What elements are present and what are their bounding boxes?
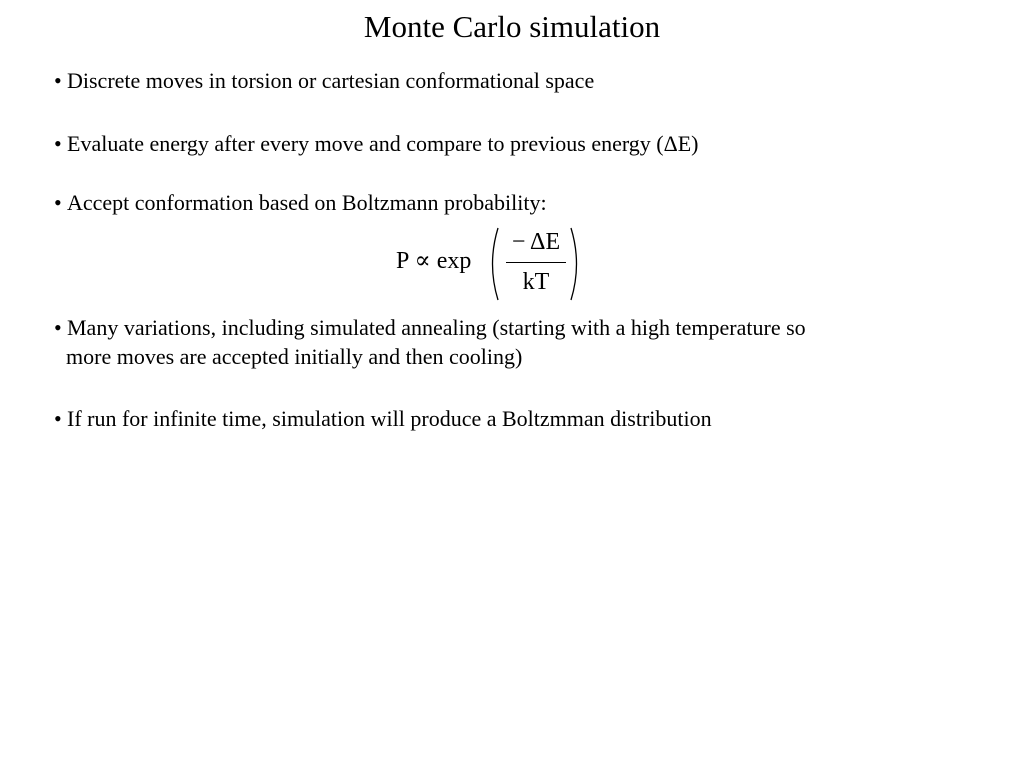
bullet-text: Discrete moves in torsion or cartesian conformational space — [67, 68, 595, 93]
formula-right-paren — [568, 226, 584, 302]
bullet-infinite-time — [54, 404, 954, 433]
bullet-dot: • — [54, 190, 62, 215]
formula-numerator: − ΔE — [511, 229, 561, 255]
formula-fraction-bar — [506, 262, 566, 263]
bullet-text: If run for infinite time, simulation will produce a Boltzmman distribution — [67, 406, 712, 431]
formula-denominator: kT — [522, 269, 550, 295]
bullet-discrete-moves — [54, 66, 954, 95]
bullet-dot: • — [54, 315, 62, 340]
bullet-evaluate-energy — [54, 129, 954, 158]
formula-lhs: P ∝ exp — [396, 248, 472, 274]
bullet-dot: • — [54, 68, 62, 93]
bullet-accept-conformation — [54, 188, 954, 217]
bullet-text: Evaluate energy after every move and compare to previous energy (ΔE) — [67, 131, 699, 156]
bullet-text: Many variations, including simulated annealing (starting with a high temperature so — [67, 315, 806, 340]
boltzmann-formula — [396, 226, 596, 302]
formula-left-paren — [485, 226, 501, 302]
bullet-text: Accept conformation based on Boltzmann probability: — [67, 190, 547, 215]
bullet-many-variations — [54, 313, 954, 371]
bullet-dot: • — [54, 406, 62, 431]
bullet-dot: • — [54, 131, 62, 156]
slide-title: Monte Carlo simulation — [363, 9, 661, 44]
bullet-text-continuation: more moves are accepted initially and then cooling) — [66, 344, 523, 369]
